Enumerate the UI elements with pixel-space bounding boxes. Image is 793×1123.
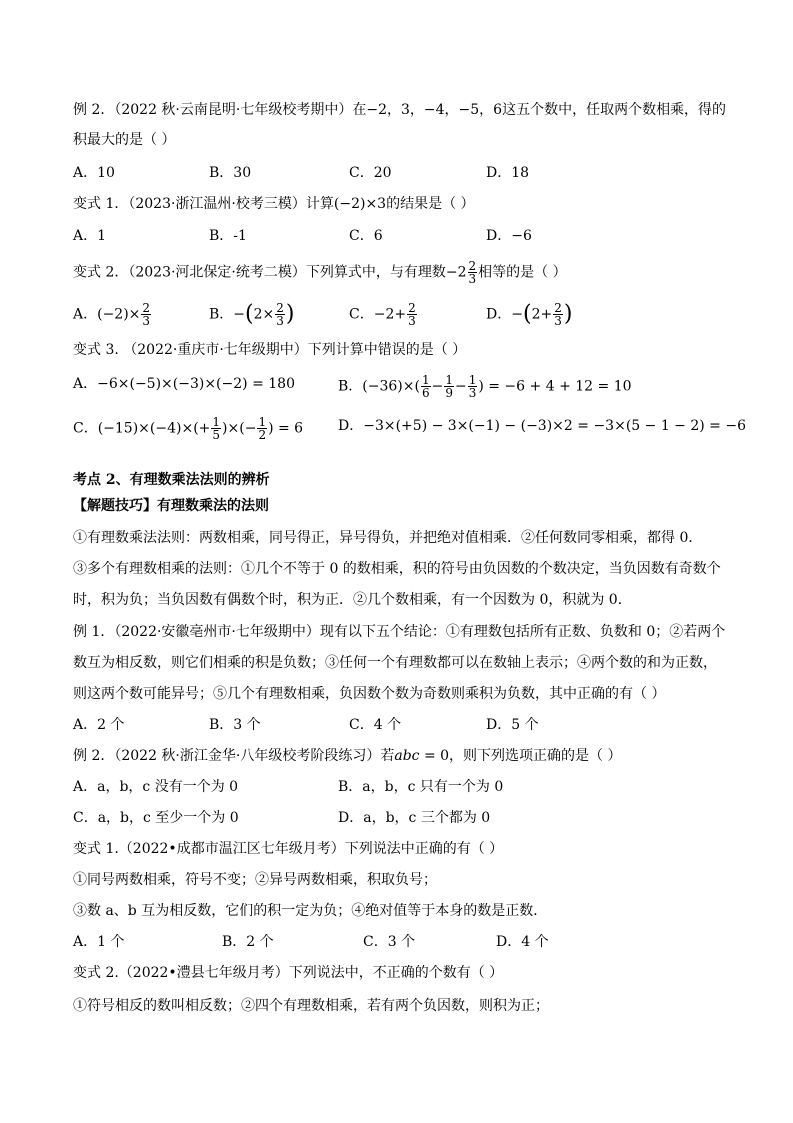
example-1-option-d: D．5 个	[486, 717, 539, 733]
variant-2b-statement-1: ①符号相反的数叫相反数；②四个有理数相乘，若有两个负因数，则积为正；	[73, 998, 549, 1014]
example-2-option-d: D．18	[486, 165, 530, 181]
left-paren: (	[245, 301, 254, 327]
option-b-fraction	[275, 302, 285, 327]
rule-line-1: ①有理数乘法法则：两数相乘，同号得正，异号得负，并把绝对值相乘．②任何数同零相乘，都得 0．	[73, 530, 703, 546]
fraction-denominator: 3	[408, 314, 416, 328]
variant-2-question-suffix: 相等的是（ ）	[478, 264, 567, 281]
variant-2-option-d	[486, 302, 572, 327]
variant-3-option-c	[73, 416, 303, 441]
variant-1b-statement-1: ①同号两数相乘，符号不变；②异号两数相乘，积取负号；	[73, 872, 437, 888]
example-2-question-line-1: 例 2．（2022 秋·云南昆明·七年级校考期中）在−2，3，−4，−5，6这五个数中，任取两个数相乘，得的	[73, 102, 727, 118]
variant-2-mixed-integer: −2	[445, 264, 467, 281]
variant-3-option-b	[338, 374, 632, 399]
variant-2-fraction	[468, 260, 478, 285]
example-2b-option-d: D．a，b，c 三个都为 0	[338, 810, 491, 826]
option-c-suffix: ) = 6	[268, 420, 304, 437]
option-d-fraction	[553, 302, 563, 327]
fraction-numerator: 2	[276, 301, 284, 315]
fraction-denominator: 3	[468, 272, 477, 286]
variant-2-option-a	[73, 302, 152, 327]
fraction-one-ninth	[444, 374, 454, 399]
fraction-denominator: 3	[554, 314, 562, 328]
variant-2-question-prefix: 变式 2．（2023·河北保定·统考二模）下列算式中，与有理数	[73, 264, 446, 281]
example-2-option-a: A．10	[73, 165, 115, 181]
fraction-one-fifth	[211, 416, 221, 441]
minus-sign: −	[431, 378, 444, 395]
example-2b-suffix: = 0，则下列选项正确的是（ ）	[419, 748, 622, 764]
example-2-question-line-2: 积最大的是（ ）	[73, 132, 176, 148]
variant-1-question: 变式 1．（2023·浙江温州·校考三模）计算(−2)×3的结果是（ ）	[73, 196, 475, 212]
option-b-prefix: B．(−36)×(	[338, 378, 420, 395]
fraction-numerator: 1	[421, 373, 430, 387]
variant-1b-statement-2: ③数 a、b 互为相反数，它们的积一定为负；④绝对值等于本身的数是正数．	[73, 903, 548, 919]
left-paren: (	[522, 301, 532, 327]
example-2b-option-c: C．a，b，c 至少一个为 0	[73, 810, 239, 826]
example-2b-prefix: 例 2．（2022 秋·浙江金华·八年级校考阶段练习）若	[73, 748, 395, 764]
fraction-numerator: 2	[468, 259, 477, 273]
fraction-numerator: 1	[212, 415, 221, 429]
rule-line-3: 时，积为负；当负因数有偶数个时，积为正．②几个数相乘，有一个因数为 0，积就为 0．	[73, 592, 632, 608]
option-d-inner: 2+	[531, 306, 553, 323]
fraction-numerator: 1	[468, 373, 477, 387]
option-c-text: C．−2+	[349, 306, 407, 323]
variant-1-option-c: C．6	[349, 228, 383, 244]
variant-1-option-d: D．−6	[486, 228, 532, 244]
option-d-text: D．−	[486, 306, 523, 323]
variant-1-option-a: A．1	[73, 228, 107, 244]
example-1-question-line-3: 则这两个数可能异号；⑤几个有理数相乘，负因数个数为奇数则乘积为负数，其中正确的有（ ）	[73, 686, 666, 702]
example-1-option-a: A．2 个	[73, 717, 125, 733]
fraction-denominator: 2	[258, 428, 267, 442]
right-paren: )	[285, 301, 295, 327]
option-c-fraction	[407, 302, 417, 327]
example-1-question-line-2: 数互为相反数，则它们相乘的积是负数；③任何一个有理数都可以在数轴上表示；④两个数的和为正数，	[73, 655, 717, 671]
solving-tip-heading: 【解题技巧】有理数乘法的法则	[73, 498, 269, 514]
fraction-one-half	[257, 416, 267, 441]
option-c-prefix: C．(−15)×(−4)×(+	[73, 420, 211, 437]
section-title: 考点 2、有理数乘法法则的辨析	[73, 472, 270, 488]
fraction-denominator: 6	[421, 386, 430, 400]
fraction-denominator: 3	[142, 314, 151, 328]
fraction-numerator: 2	[554, 301, 562, 315]
variant-3-question: 变式 3. （2022·重庆市·七年级期中）下列计算中错误的是（ ）	[73, 342, 467, 358]
right-paren: )	[563, 301, 573, 327]
variant-2-question	[73, 260, 567, 285]
variant-2b-question: 变式 2.（2022•澧县七年级月考）下列说法中，不正确的个数有（ ）	[73, 965, 504, 981]
example-1-question-line-1: 例 1．（2022·安徽亳州市·七年级期中）现有以下五个结论：①有理数包括所有正数、负数和 0；②若两个	[73, 624, 726, 640]
example-2b-variable: abc	[394, 748, 420, 764]
variant-1-option-b: B．-1	[209, 228, 247, 244]
fraction-one-sixth	[421, 374, 431, 399]
variant-3-option-a: A．−6×(−5)×(−3)×(−2) = 180	[73, 376, 295, 392]
example-1-option-c: C．4 个	[349, 717, 402, 733]
variant-2-option-b	[209, 302, 295, 327]
variant-1b-question: 变式 1.（2022•成都市温江区七年级月考）下列说法中正确的有（ ）	[73, 841, 504, 857]
fraction-numerator: 2	[142, 301, 151, 315]
fraction-one-third	[468, 374, 478, 399]
fraction-denominator: 3	[276, 314, 284, 328]
example-2-option-b: B．30	[209, 165, 252, 181]
option-b-inner: 2×	[253, 306, 275, 323]
variant-3-option-d: D．−3×(+5) − 3×(−1) − (−3)×2 = −3×(5 − 1 − 2) = −6	[338, 418, 746, 434]
fraction-denominator: 5	[212, 428, 221, 442]
example-2b-option-a: A．a，b，c 没有一个为 0	[73, 779, 239, 795]
option-a-fraction	[141, 302, 151, 327]
minus-sign: −	[454, 378, 467, 395]
option-b-suffix: ) = −6 + 4 + 12 = 10	[478, 378, 632, 395]
variant-1b-option-c: C．3 个	[363, 934, 416, 950]
variant-1b-option-b: B．2 个	[222, 934, 274, 950]
option-c-middle: )×(−	[222, 420, 257, 437]
example-2-option-c: C．20	[349, 165, 392, 181]
example-2b-option-b: B．a，b，c 只有一个为 0	[338, 779, 504, 795]
rule-line-2: ③多个有理数相乘的法则：①几个不等于 0 的数相乘，积的符号由负因数的个数决定，当负因数有奇数个	[73, 561, 721, 577]
example-2b-question	[73, 746, 622, 766]
variant-2-option-c	[349, 302, 418, 327]
fraction-denominator: 3	[468, 386, 477, 400]
variant-1b-option-d: D．4 个	[496, 934, 549, 950]
fraction-denominator: 9	[445, 386, 453, 400]
option-a-text: A．(−2)×	[73, 306, 141, 323]
option-b-text: B．−	[209, 306, 246, 323]
fraction-numerator: 1	[258, 415, 267, 429]
fraction-numerator: 1	[445, 373, 453, 387]
fraction-numerator: 2	[408, 301, 416, 315]
example-1-option-b: B．3 个	[209, 717, 261, 733]
variant-1b-option-a: A．1 个	[73, 934, 125, 950]
